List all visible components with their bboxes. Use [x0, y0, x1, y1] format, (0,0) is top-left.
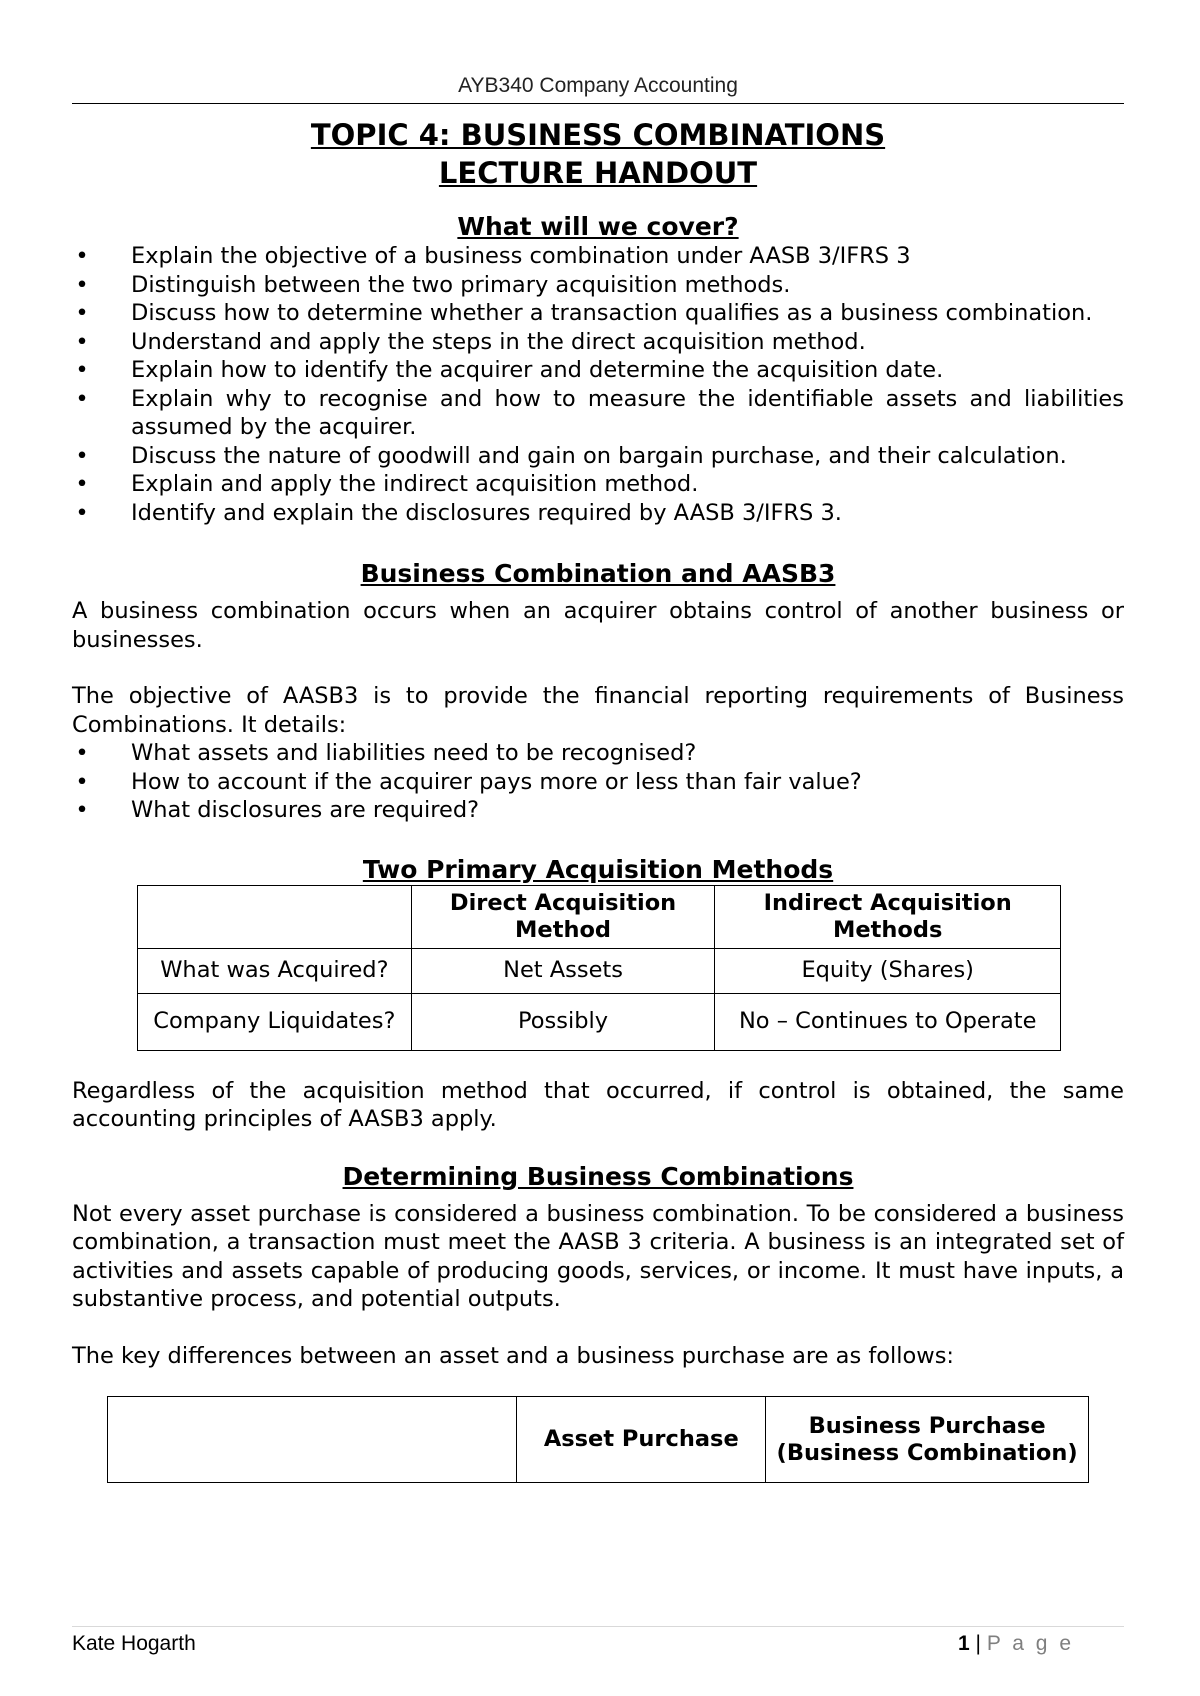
differences-header-empty	[108, 1397, 517, 1483]
list-item	[72, 271, 1124, 300]
footer-author: Kate Hogarth	[72, 1632, 196, 1655]
list-item-text: Explain and apply the indirect acquisition method.	[131, 471, 699, 497]
header-divider	[72, 103, 1124, 104]
list-item-text: Explain how to identify the acquirer and determine the acquisition date.	[131, 357, 944, 383]
methods-table-header	[138, 885, 1061, 948]
title-line-1: TOPIC 4: BUSINESS COMBINATIONS	[310, 118, 886, 152]
table-cell: Possibly	[411, 993, 715, 1050]
determining-criteria: Not every asset purchase is considered a business combination. To be considered a business combination, a transaction must meet the AASB 3 criteria. A business is an integrated set of activities and assets capable of producing goods, services, or income. It must have inputs, a substantive process, and potential outputs.	[72, 1200, 1124, 1312]
table-cell: Net Assets	[411, 948, 715, 993]
footer-page	[958, 1632, 1074, 1656]
aasb3-definition: A business combination occurs when an acquirer obtains control of another business or businesses.	[72, 598, 1124, 653]
list-item	[72, 299, 1124, 328]
list-item-text: What assets and liabilities need to be recognised?	[131, 740, 697, 766]
list-item	[72, 768, 1124, 797]
list-item	[72, 739, 1124, 768]
table-cell: Company Liquidates?	[138, 993, 412, 1050]
bullet-icon: •	[75, 740, 89, 766]
methods-header-direct: Direct Acquisition Method	[411, 885, 715, 948]
list-item	[72, 242, 1124, 271]
page-number: 1	[957, 1632, 970, 1655]
list-item-text: How to account if the acquirer pays more or less than fair value?	[131, 768, 862, 795]
document-title	[72, 116, 1124, 192]
table-cell: Equity (Shares)	[715, 948, 1061, 993]
methods-table	[137, 885, 1061, 1051]
bullet-icon: •	[75, 768, 89, 795]
table-cell: No – Continues to Operate	[715, 993, 1061, 1050]
cover-list	[72, 242, 1124, 527]
bullet-icon: •	[75, 328, 89, 355]
differences-header-asset: Asset Purchase	[517, 1397, 766, 1483]
list-item-text: Discuss how to determine whether a transaction qualifies as a business combination.	[131, 300, 1093, 326]
table-row	[138, 993, 1061, 1050]
list-item	[72, 499, 1124, 528]
footer-divider	[72, 1626, 1124, 1627]
aasb3-heading: Business Combination and AASB3	[360, 559, 836, 588]
aasb3-objective: The objective of AASB3 is to provide the financial reporting requirements of Business Combinations. It details:	[72, 683, 1124, 738]
determining-heading: Determining Business Combinations	[342, 1161, 854, 1191]
running-header: AYB340 Company Accounting	[458, 74, 738, 97]
list-item	[72, 385, 1124, 442]
aasb3-list	[72, 739, 1124, 825]
bullet-icon: •	[75, 357, 89, 383]
page-separator: |	[975, 1632, 981, 1655]
bullet-icon: •	[75, 442, 89, 469]
differences-table-header	[108, 1397, 1089, 1483]
list-item-text: Distinguish between the two primary acquisition methods.	[131, 271, 791, 298]
document-body	[72, 116, 1124, 1483]
list-item	[72, 356, 1124, 385]
bullet-icon: •	[75, 471, 89, 497]
list-item-text: Understand and apply the steps in the direct acquisition method.	[131, 328, 866, 355]
bullet-icon: •	[75, 499, 89, 526]
title-line-2: LECTURE HANDOUT	[438, 156, 758, 190]
methods-header-indirect: Indirect Acquisition Methods	[715, 885, 1061, 948]
cover-heading: What will we cover?	[457, 212, 739, 241]
list-item-text: Identify and explain the disclosures required by AASB 3/IFRS 3.	[131, 499, 842, 526]
bullet-icon: •	[75, 300, 89, 326]
list-item-text: Discuss the nature of goodwill and gain on bargain purchase, and their calculation.	[131, 442, 1067, 469]
list-item-text: Explain the objective of a business combination under AASB 3/IFRS 3	[131, 243, 911, 269]
list-item	[72, 442, 1124, 471]
bullet-icon: •	[75, 243, 89, 269]
list-item	[72, 796, 1124, 825]
differences-header-business: Business Purchase (Business Combination)	[766, 1397, 1089, 1483]
methods-note: Regardless of the acquisition method that occurred, if control is obtained, the same accounting principles of AASB3 apply.	[72, 1077, 1124, 1132]
bullet-icon: •	[75, 385, 89, 412]
page-label: P a g e	[986, 1632, 1074, 1655]
table-row	[138, 948, 1061, 993]
list-item	[72, 328, 1124, 357]
differences-table	[107, 1396, 1089, 1483]
methods-heading: Two Primary Acquisition Methods	[362, 854, 834, 884]
determining-intro: The key differences between an asset and a business purchase are as follows:	[72, 1342, 954, 1369]
methods-header-empty	[138, 885, 412, 948]
list-item-text: What disclosures are required?	[131, 797, 480, 823]
table-cell: What was Acquired?	[138, 948, 412, 993]
list-item	[72, 470, 1124, 499]
bullet-icon: •	[75, 797, 89, 823]
list-item-text: Explain why to recognise and how to measure the identifiable assets and liabilities assumed by the acquirer.	[131, 385, 1124, 440]
bullet-icon: •	[75, 271, 89, 298]
